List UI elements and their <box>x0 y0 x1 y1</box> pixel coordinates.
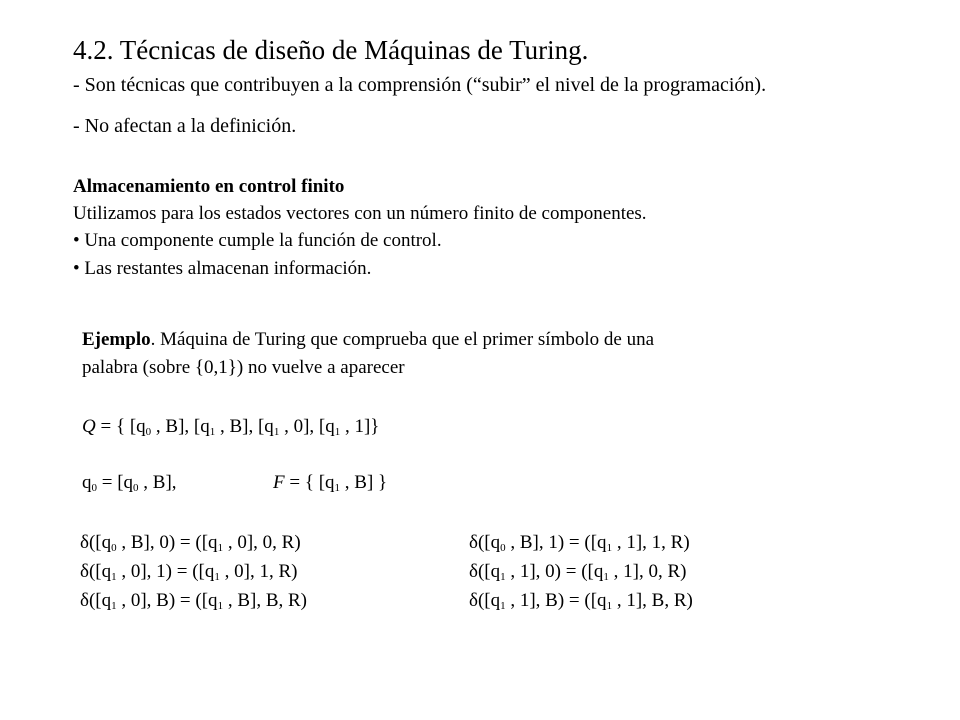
example-intro <box>82 327 654 352</box>
transition-rule: $\delta([q_1$ , 1], $B) = ([q_1$ , 1], B, R) <box>469 590 693 612</box>
bullet-item: • Las restantes almacenan información. <box>73 258 372 279</box>
bullet-item: • Una componente cumple la función de control. <box>73 230 442 251</box>
page-title: 4.2. Técnicas de diseño de Máquinas de Turing. <box>73 35 589 65</box>
delta-symbol: δ <box>469 590 478 611</box>
section-description: Utilizamos para los estados vectores con un número finito de componentes. <box>73 203 647 224</box>
delta-symbol: δ <box>469 561 478 582</box>
transition-rule: $\delta([q_1$ , 1], $0) = ([q_1$ , 1], 0, R) <box>469 561 687 583</box>
delta-symbol: δ <box>469 532 478 553</box>
initial-state: $q_0 = [q_0$ , B], <box>82 472 177 494</box>
transition-rule: $\delta([q_1$ , 0], $1) = ([q_1$ , 0], 1, R) <box>80 561 298 583</box>
section-heading: Almacenamiento en control finito <box>73 176 345 197</box>
example-text: . Máquina de Turing que comprueba que el primer símbolo de una <box>150 329 655 350</box>
transition-rule: $\delta([q_1$ , 0], $B) = ([q_1$ , B], B, R) <box>80 590 307 612</box>
final-states: F = { [$q_1$ , B] } <box>273 472 388 494</box>
states-set: Q = { [$q_0$ , B], [$q_1$ , B], [$q_1$ , 0], [$q_1$ , 1]} <box>82 416 380 438</box>
intro-line: - No afectan a la definición. <box>73 115 297 137</box>
intro-line: - Son técnicas que contribuyen a la comprensión (“subir” el nivel de la programación). <box>73 74 767 96</box>
example-label: Ejemplo <box>82 329 151 350</box>
transition-rule: $\delta([q_0$ , B], $0) = ([q_1$ , 0], 0, R) <box>80 532 301 554</box>
example-text-line2: palabra (sobre {0,1}) no vuelve a aparecer <box>82 357 405 378</box>
delta-symbol: δ <box>80 590 89 611</box>
delta-symbol: δ <box>80 561 89 582</box>
delta-symbol: δ <box>80 532 89 553</box>
transition-rule: $\delta([q_0$ , B], $1) = ([q_1$ , 1], 1, R) <box>469 532 690 554</box>
